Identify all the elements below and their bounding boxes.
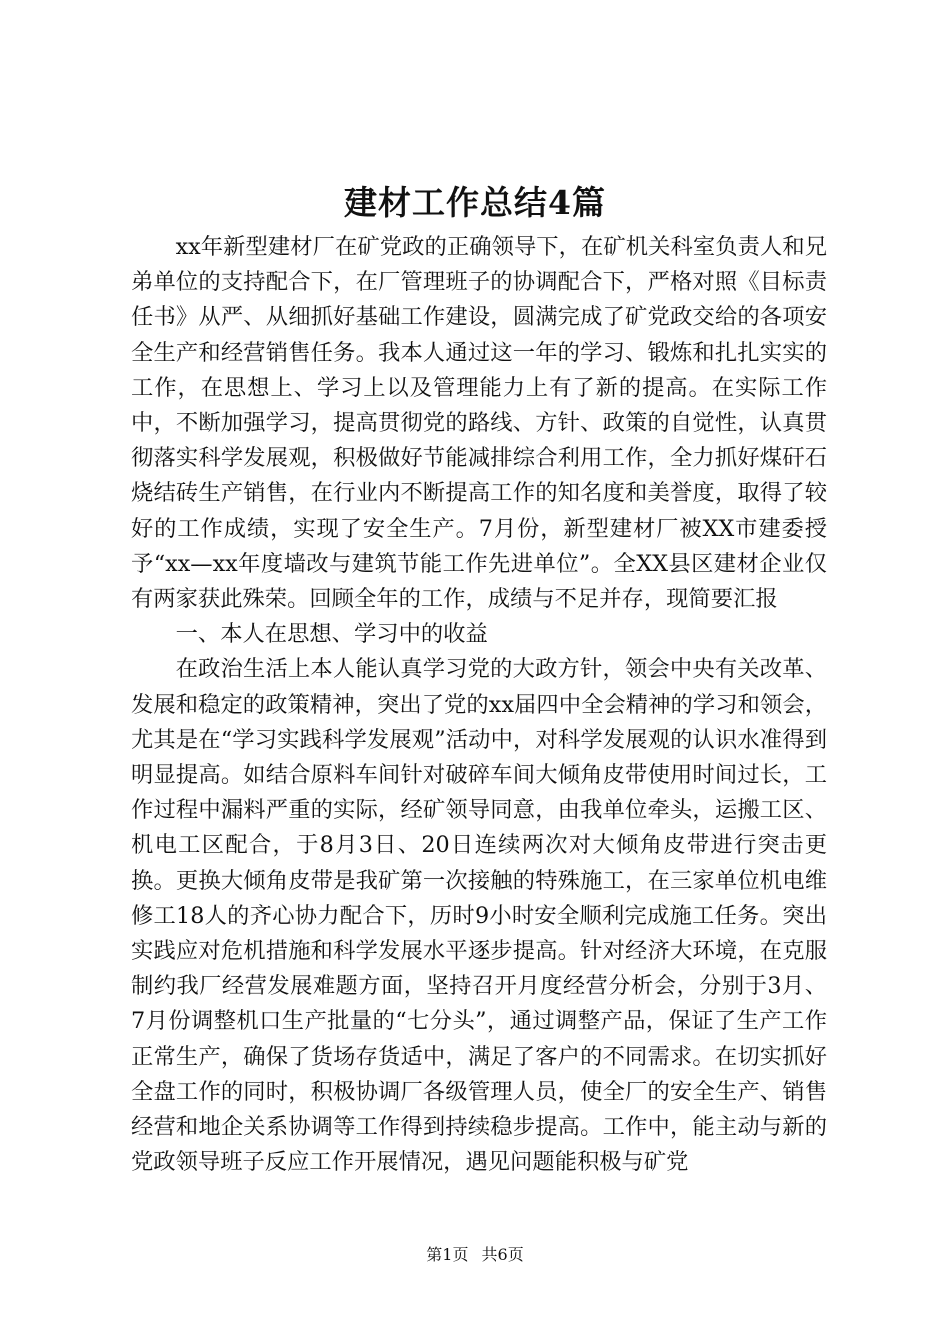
- page-number-total: 共6页: [481, 1245, 524, 1264]
- page-footer: [0, 1243, 950, 1267]
- paragraph-section-1: 在政治生活上本人能认真学习党的大政方针，领会中央有关改革、发展和稳定的政策精神，突出了党的xx届四中全会精神的学习和领会，尤其是在“学习实践科学发展观”活动中，对科学发展观的认识水准得到明显提高。如结合原料车间针对破碎车间大倾角皮带使用时间过长，工作过程中漏料严重的实际，经矿领导同意，由我单位牵头，运搬工区、机电工区配合，于8月3日、20日连续两次对大倾角皮带进行突击更换。更换大倾角皮带是我矿第一次接触的特殊施工，在三家单位机电维修工18人的齐心协力配合下，历时9小时安全顺利完成施工任务。突出实践应对危机措施和科学发展水平逐步提高。针对经济大环境，在克服制约我厂经营发展难题方面，坚持召开月度经营分析会，分别于3月、7月份调整机口生产批量的“七分头”，通过调整产品，保证了生产工作正常生产，确保了货场存货适中，满足了客户的不同需求。在切实抓好全盘工作的同时，积极协调厂各级管理人员，使全厂的安全生产、销售经营和地企关系协调等工作得到持续稳步提高。工作中，能主动与新的党政领导班子反应工作开展情况，遇见问题能积极与矿党: [131, 656, 827, 1176]
- section-heading-1: 一、本人在思想、学习中的收益: [175, 621, 488, 648]
- document-title: 建材工作总结4篇: [344, 183, 606, 222]
- document-body: [131, 230, 827, 1180]
- page-number-current: 第1页: [426, 1245, 469, 1264]
- paragraph-intro: xx年新型建材厂在矿党政的正确领导下，在矿机关科室负责人和兄弟单位的支持配合下，在厂管理班子的协调配合下，严格对照《目标责任书》从严、从细抓好基础工作建设，圆满完成了矿党政交给的各项安全生产和经营销售任务。我本人通过这一年的学习、锻炼和扎扎实实的工作，在思想上、学习上以及管理能力上有了新的提高。在实际工作中，不断加强学习，提高贯彻党的路线、方针、政策的自觉性，认真贯彻落实科学发展观，积极做好节能减排综合利用工作，全力抓好煤矸石烧结砖生产销售，在行业内不断提高工作的知名度和美誉度，取得了较好的工作成绩，实现了安全生产。7月份，新型建材厂被XX市建委授予“xx—xx年度墙改与建筑节能工作先进单位”。全XX县区建材企业仅有两家获此殊荣。回顾全年的工作，成绩与不足并存，现简要汇报: [131, 234, 827, 613]
